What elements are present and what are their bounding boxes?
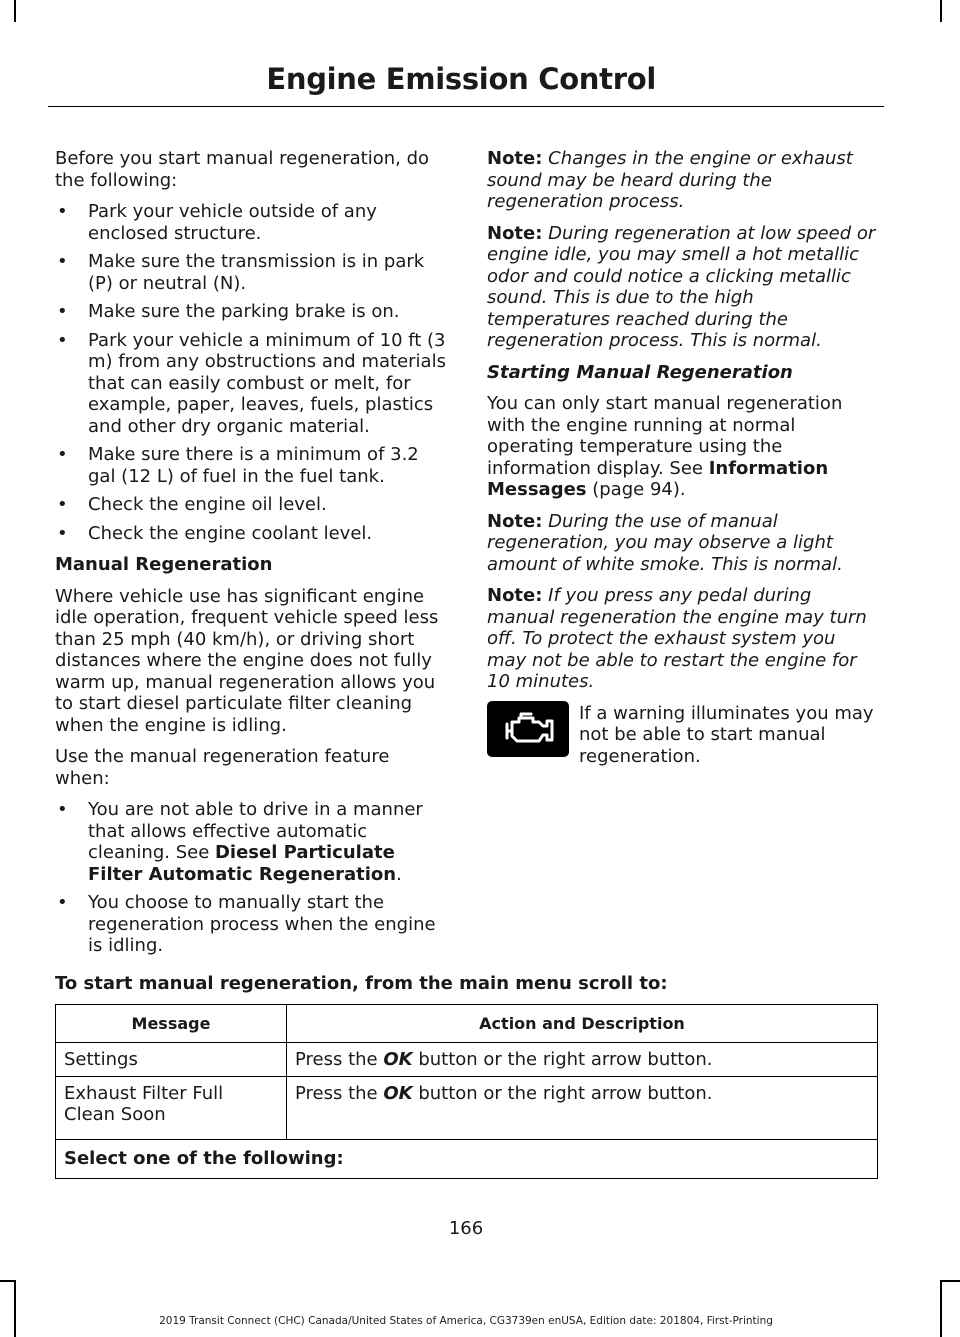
section-heading: Manual Regeneration [55, 554, 273, 575]
note-3 [487, 511, 879, 576]
table-row [56, 1140, 878, 1179]
list-item: • Make sure the parking brake is on. [55, 301, 447, 323]
select-row: Select one of the following: [56, 1140, 878, 1179]
crop-mark-bottom-left [14, 1280, 16, 1337]
page-number: 166 [448, 1218, 484, 1239]
note-label: Note: [487, 510, 543, 532]
action-text: Press the [295, 1049, 384, 1070]
crop-mark-bottom-right-h [940, 1280, 960, 1282]
note-label: Note: [487, 148, 543, 169]
list-item: • Make sure the transmission is in park (P) or neutral (N). [55, 251, 447, 294]
list-item: • Park your vehicle outside of any enclosed structure. [55, 201, 447, 244]
note-text: During the use of manual regeneration, you may observe a light amount of white smoke. This is normal. [487, 510, 843, 575]
note-text: During regeneration at low speed or engine idle, you may smell a hot metallic odor and could notice a clicking metallic sound. This is due to the high temperatures reached during the regeneration process. This is normal. [487, 222, 876, 351]
cross-reference-link[interactable]: Information Messages [487, 457, 829, 500]
list-item: • Make sure there is a minimum of 3.2 gal (12 L) of fuel in the fuel tank. [55, 444, 447, 487]
list-item [55, 799, 447, 885]
starting-paragraph [487, 393, 879, 501]
manual-paragraph: Where vehicle use has significant engine idle operation, frequent vehicle speed less than 25 mph (40 km/h), or driving short distances where the engine does not fully warm up, manual regeneration allows you to start diesel particulate filter cleaning when the engine is idling. [55, 585, 439, 736]
starting-text: You can only start manual regeneration with the engine running at normal operating temperature using the information display. See [487, 393, 843, 479]
note-1 [487, 148, 879, 213]
table-row [56, 1043, 878, 1077]
message-cell: Settings [56, 1043, 287, 1077]
table-header-row [56, 1005, 878, 1043]
action-cell [287, 1077, 878, 1140]
note-2 [487, 223, 879, 352]
left-column [55, 148, 447, 967]
crop-mark-top-right [940, 0, 942, 22]
action-cell [287, 1043, 878, 1077]
message-cell: Exhaust Filter Full Clean Soon [56, 1077, 287, 1140]
use-list [55, 799, 447, 957]
page-reference: (page 94). [586, 479, 686, 500]
header-rule [48, 106, 884, 107]
intro-paragraph: Before you start manual regeneration, do the following: [55, 148, 430, 191]
column-header: Action and Description [287, 1005, 878, 1043]
action-text: button or the right arrow button. [412, 1049, 713, 1070]
list-item: • You choose to manually start the regeneration process when the engine is idling. [55, 892, 447, 957]
cross-reference-link[interactable]: Diesel Particulate Filter Automatic Regeneration [88, 842, 397, 885]
list-item: • Park your vehicle a minimum of 10 ft (3 m) from any obstructions and materials that can easily combust or melt, for example, paper, leaves, fuels, plastics and other dry organic material. [55, 330, 447, 438]
page-title: Engine Emission Control [266, 62, 656, 96]
warning-text: If a warning illuminates you may not be able to start manual regeneration. [579, 702, 874, 767]
messages-table [55, 1004, 878, 1179]
warning-row [487, 703, 879, 768]
note-4 [487, 585, 879, 693]
ok-button-label: OK [383, 1083, 413, 1104]
action-text: button or the right arrow button. [412, 1083, 713, 1104]
crop-mark-bottom-right [940, 1280, 942, 1337]
page-footer: 2019 Transit Connect (CHC) Canada/United States of America, CG3739en enUSA, Edition date: 201804, First-Printing [159, 1315, 773, 1327]
list-item: • Check the engine oil level. [55, 494, 447, 516]
note-label: Note: [487, 222, 543, 244]
column-header: Message [56, 1005, 287, 1043]
right-column [487, 148, 879, 767]
action-text: Press the [295, 1083, 384, 1104]
ok-button-label: OK [383, 1049, 413, 1070]
check-engine-icon [487, 701, 569, 757]
table-intro: To start manual regeneration, from the main menu scroll to: [55, 973, 668, 994]
crop-mark-top-left [14, 0, 16, 22]
crop-mark-bottom-left-h [0, 1280, 15, 1282]
section-heading: Starting Manual Regeneration [487, 361, 793, 383]
note-label: Note: [487, 585, 543, 606]
list-item-end: . [396, 863, 402, 885]
prep-list [55, 201, 447, 544]
use-when-paragraph: Use the manual regeneration feature when: [55, 746, 390, 789]
note-text: Changes in the engine or exhaust sound may be heard during the regeneration process. [487, 148, 853, 212]
table-row [56, 1077, 878, 1140]
list-item-text: You are not able to drive in a manner that allows effective automatic cleaning. See [88, 799, 423, 863]
note-text: If you press any pedal during manual regeneration the engine may turn off. To protect the exhaust system you may not be able to restart the engine for 10 minutes. [487, 585, 867, 692]
list-item: • Check the engine coolant level. [55, 523, 447, 545]
